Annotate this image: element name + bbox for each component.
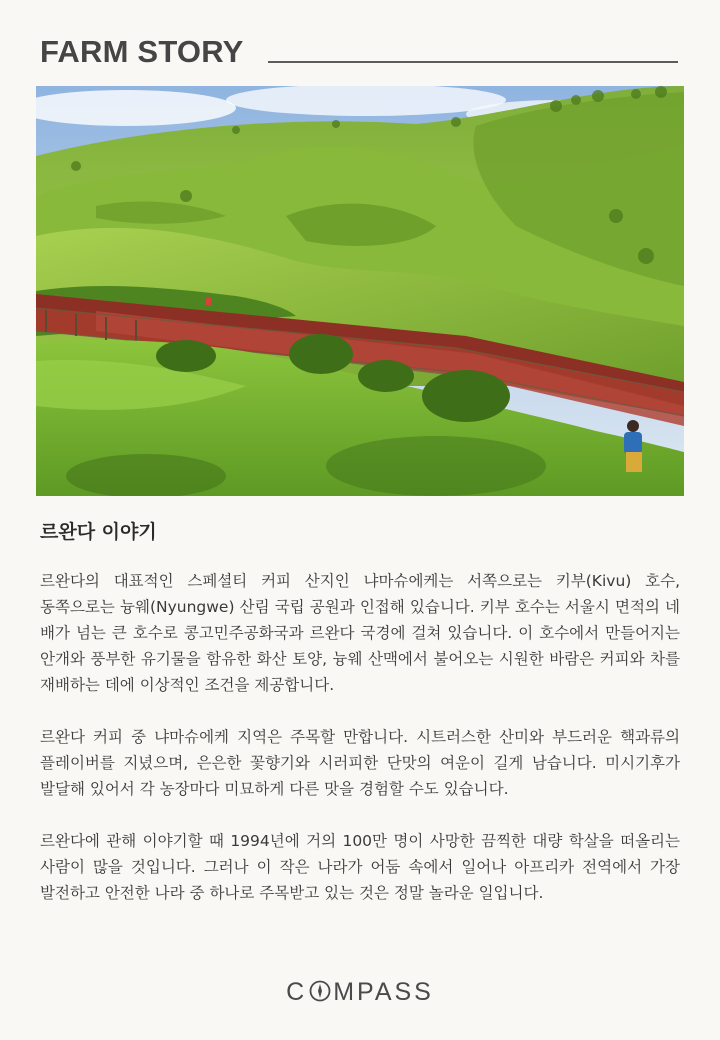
header-divider — [268, 61, 678, 63]
header — [40, 30, 678, 76]
article-paragraph: 르완다에 관해 이야기할 때 1994년에 거의 100만 명이 사망한 끔찍한 대량 학살을 떠올리는 사람이 많을 것입니다. 그러나 이 작은 나라가 어둠 속에서 일어나 아프리카 전역에서 가장 발전하고 안전한 나라 중 하나로 주목받고 있는 것은 정말 놀라운 일입니다. — [40, 832, 680, 902]
logo-suffix: MPASS — [333, 978, 434, 1006]
farm-photo — [36, 86, 684, 496]
article-title: 르완다 이야기 — [40, 521, 157, 543]
article-body — [40, 568, 680, 932]
compass-icon — [309, 980, 331, 1002]
article-paragraph: 르완다의 대표적인 스페셜티 커피 산지인 냐마슈에케는 서쪽으로는 키부(Kivu) 호수, 동쪽으로는 늉웨(Nyungwe) 산림 국립 공원과 인접해 있습니다. 키부 호수는 서울시 면적의 네 배가 넘는 큰 호수로 콩고민주공화국과 르완다 국경에 걸쳐 있습니다. 이 호수에서 만들어지는 안개와 풍부한 유기물을 함유한 화산 토양, 늉웨 산맥에서 불어오는 시원한 바람은 커피와 차를 재배하는 데에 이상적인 조건을 제공합니다. — [40, 572, 680, 694]
compass-logo — [0, 978, 720, 1007]
logo-prefix: C — [286, 978, 308, 1006]
article-paragraph: 르완다 커피 중 냐마슈에케 지역은 주목할 만합니다. 시트러스한 산미와 부드러운 핵과류의 플레이버를 지녔으며, 은은한 꽃향기와 시러피한 단맛의 여운이 길게 남습니다. 미시기후가 발달해 있어서 각 농장마다 미묘하게 다른 맛을 경험할 수도 있습니다. — [40, 728, 680, 798]
page-title: FARM STORY — [40, 34, 244, 69]
